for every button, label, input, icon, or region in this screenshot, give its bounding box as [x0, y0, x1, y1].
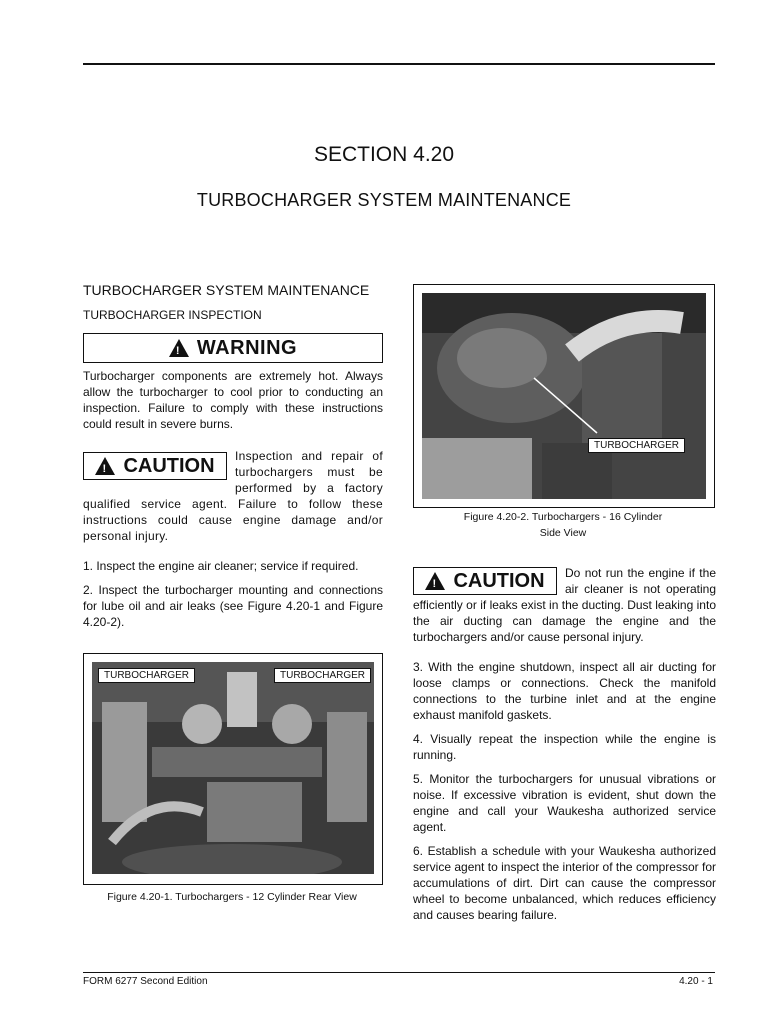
caption-line-1: Figure 4.20-2. Turbochargers - 16 Cylinder: [463, 511, 663, 523]
turbocharger-label-right: TURBOCHARGER: [274, 668, 371, 683]
step-1: 1. Inspect the engine air cleaner; service if required.: [83, 559, 359, 573]
page-number: 4.20 - 1: [679, 976, 713, 987]
section-number: SECTION 4.20: [313, 143, 455, 166]
section-title: TURBOCHARGER SYSTEM MAINTENANCE: [196, 190, 572, 210]
warning-label: WARNING: [196, 337, 298, 359]
step-2: 2. Inspect the turbocharger mounting and connections for lube oil and air leaks (see Figure 4.20-1 and Figure 4.20-2).: [83, 583, 383, 629]
warning-icon: !: [169, 339, 189, 357]
engine-illustration: [92, 662, 374, 874]
figure-4-20-1-caption: Figure 4.20-1. Turbochargers - 12 Cylinder Rear View: [107, 891, 357, 903]
step-6: 6. Establish a schedule with your Waukesha authorized service agent to inspect the interior of the compressor for accumulations of dirt. Dirt can cause the compressor wheel to become unbalanced, which reduces efficiency and causes bearing failure.: [413, 844, 716, 922]
figure-4-20-2-caption: [413, 509, 713, 541]
step-5: 5. Monitor the turbochargers for unusual vibrations or noise. If excessive vibration is evident, shut down the engine and call your Waukesha authorized service agent.: [413, 772, 716, 834]
caution-block-right: [413, 565, 716, 645]
top-rule: [83, 63, 715, 65]
step-3: 3. With the engine shutdown, inspect all air ducting for loose clamps or connections. Check the manifold connections to the turbine inlet and at the engine exhaust manifold gaskets.: [413, 660, 716, 722]
caution-box: [83, 452, 227, 480]
form-number: FORM 6277 Second Edition: [83, 976, 208, 987]
right-steps: [413, 659, 716, 923]
turbocharger-label: TURBOCHARGER: [588, 438, 685, 453]
warning-text: Turbocharger components are extremely hot. Always allow the turbocharger to cool prior to conducting an inspection. Failure to comply with these instructions could result in severe burns.: [83, 369, 383, 431]
caution-label-right: CAUTION: [453, 570, 545, 592]
figure-4-20-1: [83, 653, 383, 885]
figure-4-20-2: [413, 284, 715, 508]
caution-box-right: [413, 567, 557, 595]
step-4: 4. Visually repeat the inspection while the engine is running.: [413, 732, 716, 762]
inspection-heading: TURBOCHARGER INSPECTION: [83, 308, 262, 322]
caution-icon: !: [95, 457, 115, 475]
subsection-heading: TURBOCHARGER SYSTEM MAINTENANCE: [83, 282, 370, 298]
warning-box: [83, 333, 383, 363]
left-column: [83, 282, 383, 638]
caution-icon-right: !: [425, 572, 445, 590]
turbocharger-label-left: TURBOCHARGER: [98, 668, 195, 683]
caution-text-right: Do not run the engine if the air cleaner is not operating efficiently or if leaks exist in the ducting. Dust leaking into the air ducting can damage the engine and the turbochargers and/or cause personal injury.: [413, 566, 716, 644]
caption-line-2: Side View: [539, 527, 587, 539]
left-steps: [83, 558, 383, 630]
bottom-rule: [83, 972, 715, 973]
caution-label: CAUTION: [123, 455, 215, 477]
engine-photo-12cyl: [92, 662, 374, 874]
turbo-illustration: [422, 293, 706, 499]
right-column: [413, 565, 716, 931]
caution-text: Inspection and repair of turbochargers must be performed by a factory qualified service agent. Failure to follow these instructions could cause engine damage and/or personal injury.: [83, 449, 383, 543]
caution-block: [83, 448, 383, 544]
engine-photo-16cyl: [422, 293, 706, 499]
